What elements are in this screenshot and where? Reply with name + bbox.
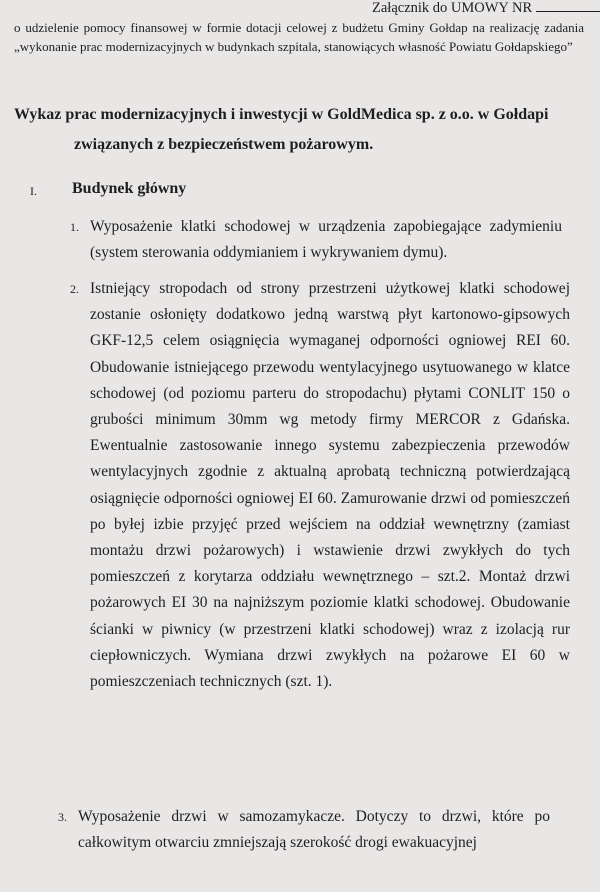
item-number: 2. — [70, 282, 79, 296]
attachment-label: Załącznik do UMOWY NR — [372, 0, 533, 16]
title-line-2: związanych z bezpieczeństwem pożarowym. — [74, 136, 374, 153]
section-title: Budynek główny — [72, 180, 187, 197]
list-item — [70, 214, 562, 266]
title-line-1: Wykaz prac modernizacyjnych i inwestycji w GoldMedica sp. z o.o. w Gołdapi — [14, 106, 549, 123]
item-text: Wyposażenie drzwi w samozamykacze. Dotyczy to drzwi, które po całkowitym otwarciu zmniejszają szerokość drogi ewakuacyjnej — [78, 808, 550, 852]
subject-paragraph: o udzielenie pomocy finansowej w formie dotacji celowej z budżetu Gminy Gołdap na realizację zadania „wykonanie prac modernizacyjnych w budynkach szpitala, stanowiących własność Powiatu Gołdapskiego” — [14, 20, 584, 54]
attachment-header — [372, 0, 600, 17]
section-number: I. — [30, 184, 37, 198]
item-text: Istniejący stropodach od strony przestrzeni użytkowej klatki schodowej zostanie osłonięty dodatkowo jedną warstwą płyt kartonowo-gipsowych GKF-12,5 celem osiągnięcia wymaganej odporności ogniowej REI 60. Obudowanie istniejącego przewodu wentylacyjnego usytuowanego w klatce schodowej (od poziomu parteru do stropodachu) płytami CONLIT 150 o grubości minimum 30mm wg metody firmy MERCOR z Gdańska. Ewentualnie zastosowanie innego systemu zabezpieczenia przewodów wentylacyjnych zgodnie z aktualną aprobatą techniczną potwierdzającą osiągnięcie odporności ogniowej EI 60. Zamurowanie drzwi od pomieszczeń po byłej izbie przyjęć przed wejściem na oddział wewnętrzny (zamiast montażu drzwi pożarowych) i wstawienie drzwi zwykłych do tych pomieszczeń z korytarza oddziału wewnętrznego – szt.2. Montaż drzwi pożarowych EI 30 na najniższym poziomie klatki schodowej. Obudowanie ścianki w piwnicy (w przestrzeni klatki schodowej) wraz z izolacją rur ciepłowniczych. Wymiana drzwi zwykłych na pożarowe EI 60 w pomieszczeniach technicznych (szt. 1). — [90, 280, 570, 691]
document-title — [14, 100, 594, 160]
list-item — [70, 276, 570, 695]
agreement-number-blank — [536, 1, 600, 12]
item-number: 1. — [70, 220, 79, 234]
item-text: Wyposażenie klatki schodowej w urządzenia zapobiegające zadymieniu (system sterowania oddymianiem i wykrywaniem dymu). — [90, 218, 562, 262]
list-item — [58, 804, 550, 856]
item-number: 3. — [58, 810, 67, 824]
